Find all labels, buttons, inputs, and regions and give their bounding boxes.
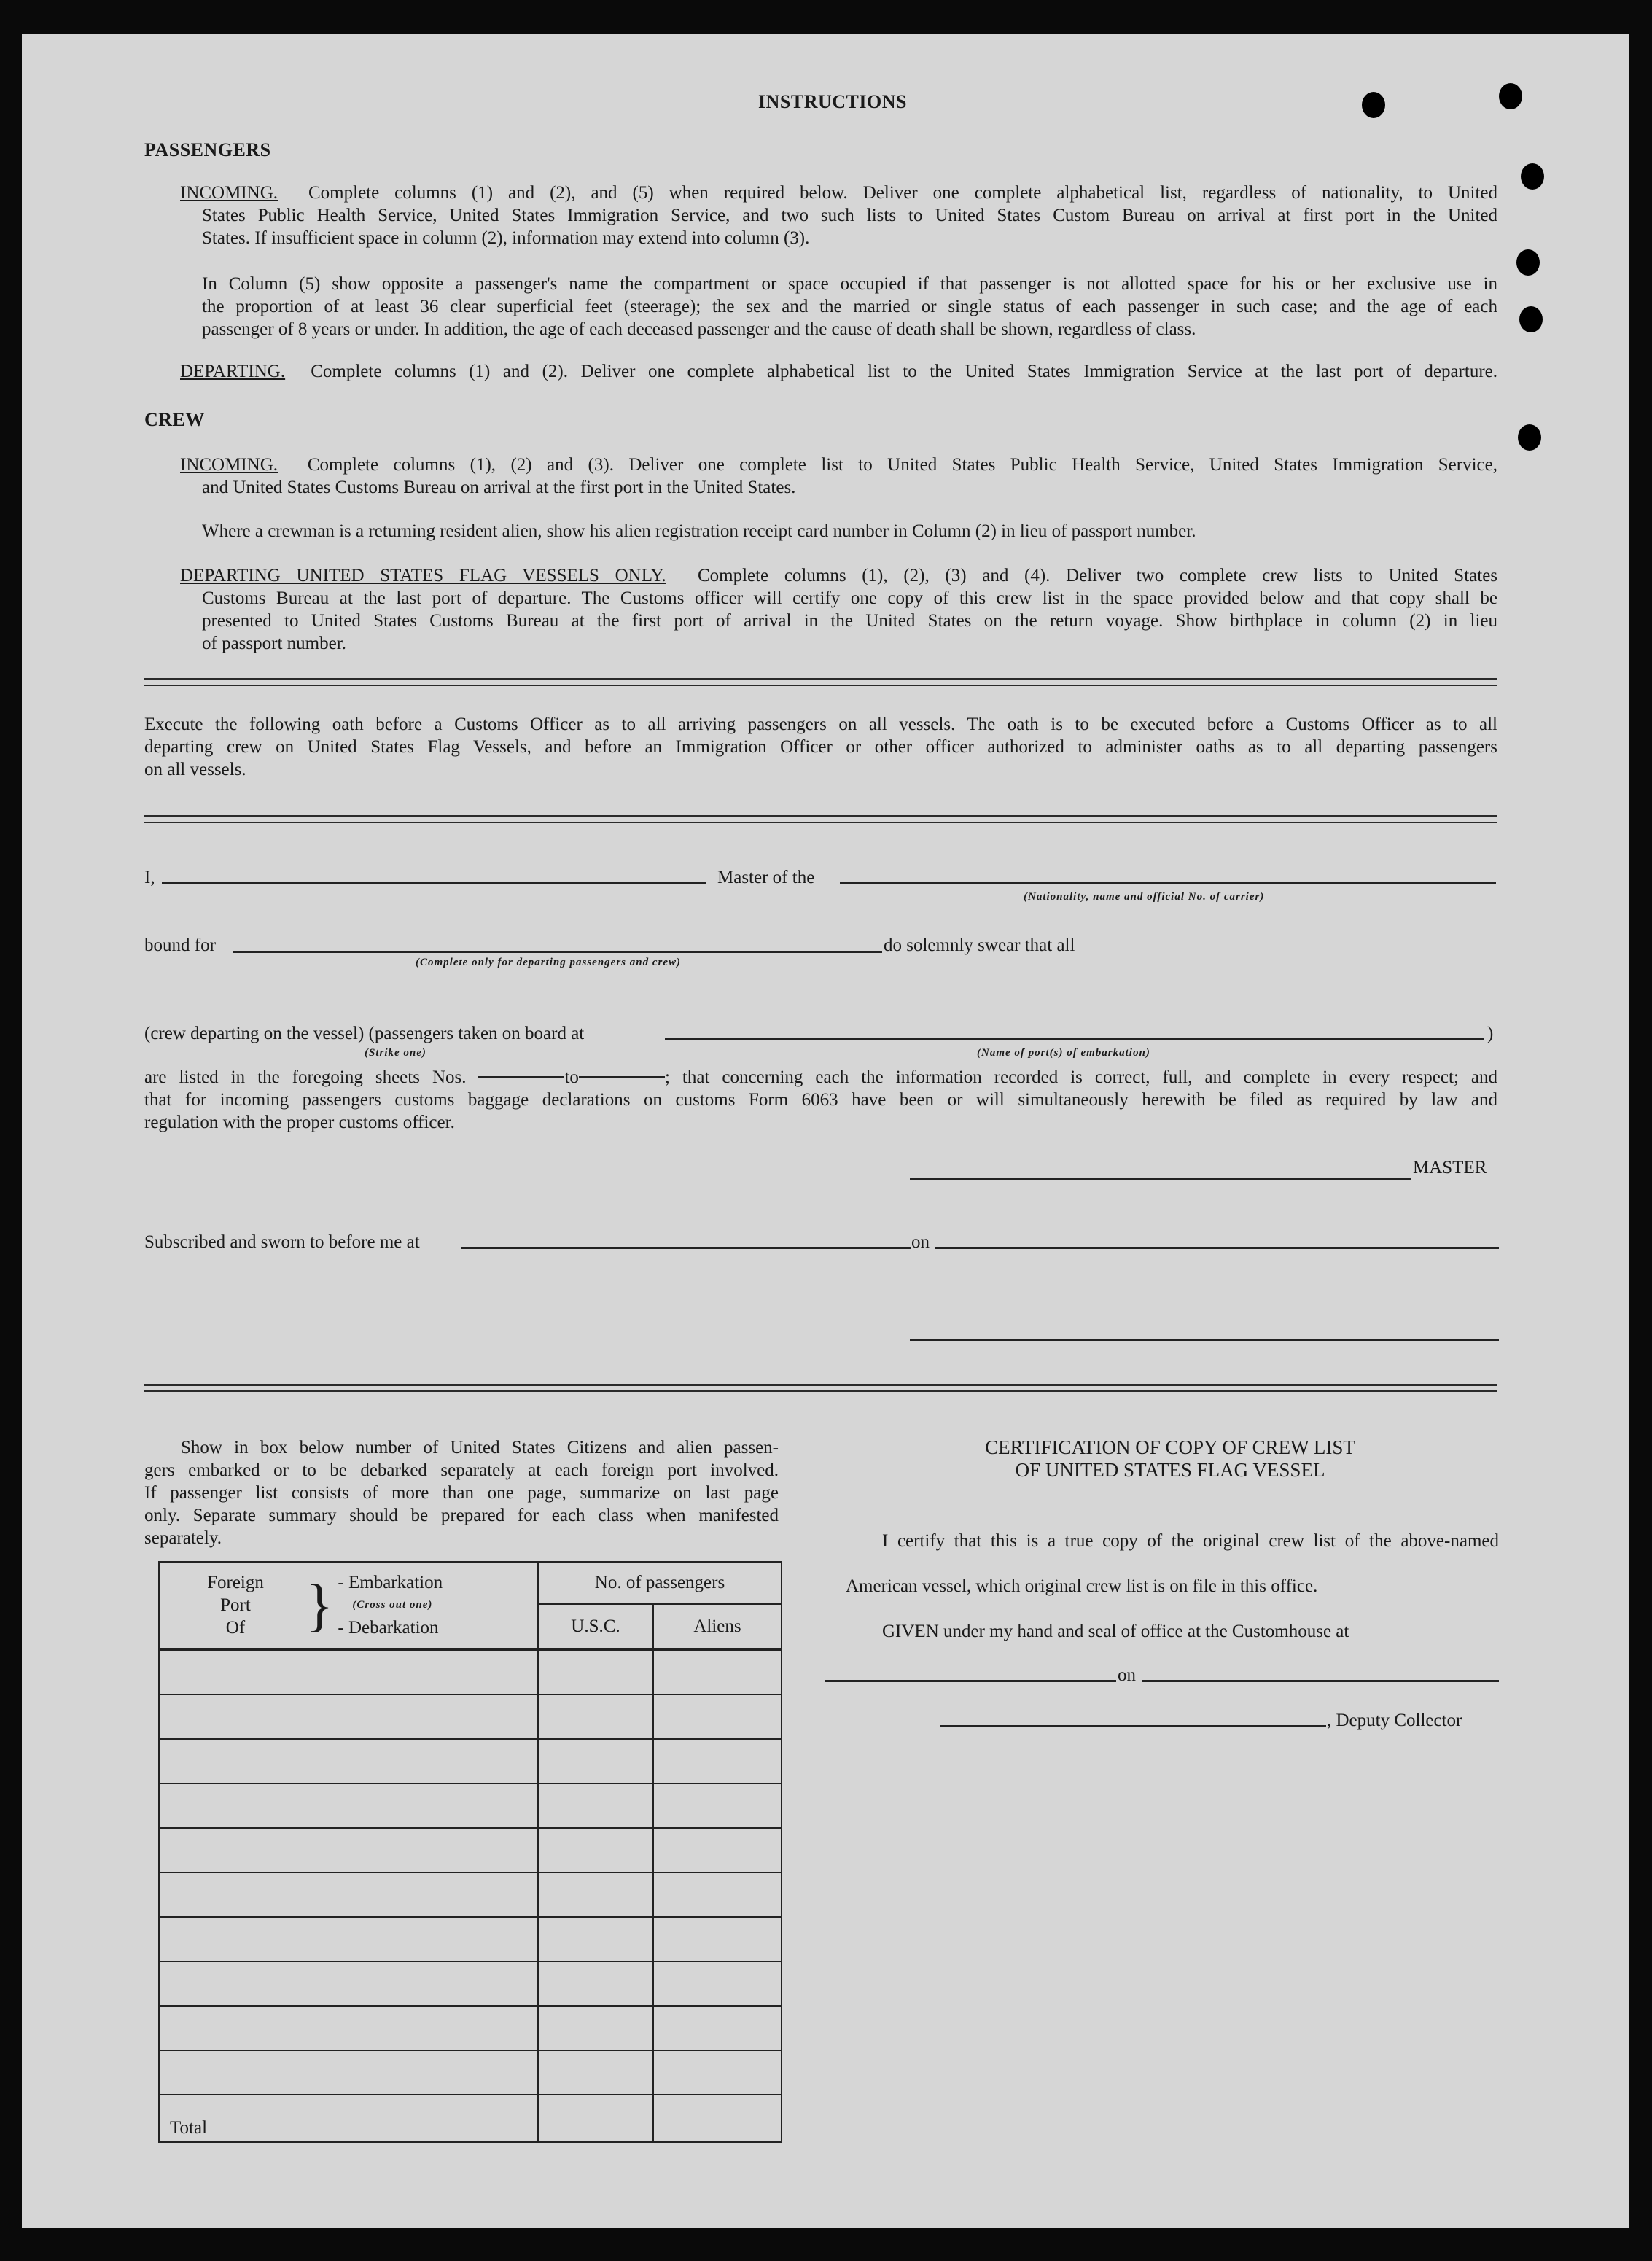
punch-hole <box>1362 92 1385 118</box>
deputy-collector-signature-field[interactable] <box>940 1725 1326 1727</box>
port-cell[interactable] <box>159 1961 538 2006</box>
text-line: on all vessels. <box>144 760 246 779</box>
text-line: presented to United States Customs Bureau at the first port of arrival in the United States on the return voyage. Show birthplace in column (2) in lieu <box>202 611 1497 631</box>
port-cell[interactable] <box>159 1917 538 1961</box>
text-line: only. Separate summary should be prepared for each class when manifested <box>144 1506 779 1525</box>
table-row <box>159 2050 782 2095</box>
text-line: Complete columns (1), (2), (3) and (4). Deliver two complete crew lists to United States <box>697 566 1498 585</box>
usc-header: U.S.C. <box>538 1604 653 1650</box>
text-line: that for incoming passengers customs baggage declarations on customs Form 6063 have been or will simultaneously herewith be filed as required by law and <box>144 1090 1497 1110</box>
usc-cell[interactable] <box>538 2006 653 2050</box>
column5-paragraph <box>202 273 1497 340</box>
port-label: Of <box>225 1618 246 1638</box>
usc-cell[interactable] <box>538 1783 653 1828</box>
text-line: If passenger list consists of more than one page, summarize on last page <box>144 1483 779 1503</box>
text-line: Complete columns (1), (2) and (3). Deliver one complete list to United States Public Health Service, United States Immigration Service, <box>307 455 1497 475</box>
punch-hole <box>1499 83 1522 109</box>
deputy-collector-label: , Deputy Collector <box>1327 1711 1462 1730</box>
aliens-cell[interactable] <box>653 1872 782 1917</box>
subscribed-label: Subscribed and sworn to before me at <box>144 1232 420 1252</box>
aliens-cell[interactable] <box>653 1739 782 1783</box>
crew-passengers-label: (crew departing on the vessel) (passengers taken on board at <box>144 1024 585 1043</box>
text-line: regulation with the proper customs officer. <box>144 1113 455 1132</box>
cross-out-note: (Cross out one) <box>352 1599 433 1611</box>
port-header <box>159 1562 538 1649</box>
port-cell[interactable] <box>159 2006 538 2050</box>
table-row <box>159 1961 782 2006</box>
usc-cell[interactable] <box>538 1739 653 1783</box>
text-line: passenger of 8 years or under. In addition, the age of each deceased passenger and the cause of death shall be shown, regardless of class. <box>202 319 1196 339</box>
port-cell[interactable] <box>159 1828 538 1872</box>
aliens-cell[interactable] <box>653 2006 782 2050</box>
text-line: gers embarked or to be debarked separately at each foreign port involved. <box>144 1460 779 1480</box>
usc-cell[interactable] <box>538 1961 653 2006</box>
usc-cell[interactable] <box>538 1872 653 1917</box>
total-usc-cell[interactable] <box>538 2095 653 2142</box>
close-paren: ) <box>1487 1024 1494 1043</box>
bound-for-label: bound for <box>144 935 216 955</box>
passengers-heading: PASSENGERS <box>144 139 271 160</box>
master-label: MASTER <box>1413 1158 1487 1178</box>
crew-departing-flag <box>180 564 1497 587</box>
table-row <box>159 1649 782 1694</box>
certification-title-line: OF UNITED STATES FLAG VESSEL <box>1015 1459 1325 1481</box>
text-line: departing crew on United States Flag Vessels, and before an Immigration Officer or other officer authorized to administer oaths as to all departing passengers <box>144 737 1497 757</box>
text-line: States. If insufficient space in column (2), information may extend into column (3). <box>202 228 810 248</box>
port-cell[interactable] <box>159 1783 538 1828</box>
table-row <box>159 1872 782 1917</box>
customhouse-field[interactable] <box>825 1680 1116 1682</box>
usc-cell[interactable] <box>538 1649 653 1694</box>
punch-hole <box>1521 163 1544 190</box>
cert-on-label: on <box>1118 1665 1136 1685</box>
sheet-from-field[interactable] <box>478 1076 564 1078</box>
table-row <box>159 2006 782 2050</box>
text-line: States Public Health Service, United States Immigration Service, and two such lists to United States Custom Bureau on arrival at first port in the United <box>202 206 1497 225</box>
master-of-label: Master of the <box>717 868 815 887</box>
certification-title <box>875 1436 1465 1482</box>
usc-cell[interactable] <box>538 1694 653 1739</box>
divider <box>144 1384 1497 1392</box>
passengers-incoming-cont <box>202 204 1497 249</box>
sworn-date-field[interactable] <box>935 1247 1499 1249</box>
punch-hole <box>1518 424 1541 451</box>
bound-note: (Complete only for departing passengers and crew) <box>416 957 681 968</box>
divider <box>144 678 1497 686</box>
port-cell[interactable] <box>159 1739 538 1783</box>
text-line: In Column (5) show opposite a passenger's name the compartment or space occupied if that passenger is not allotted space for his or her exclusive use in <box>202 274 1497 294</box>
oath-i-label: I, <box>144 868 155 887</box>
carrier-field[interactable] <box>840 882 1496 884</box>
debarkation-label: - Debarkation <box>338 1618 439 1638</box>
american-vessel-text: American vessel, which original crew list is on file in this office. <box>846 1576 1318 1596</box>
listed-text: are listed in the foregoing sheets Nos. <box>144 1067 467 1087</box>
table-row <box>159 1828 782 1872</box>
master-signature-field[interactable] <box>910 1178 1411 1180</box>
summary-intro <box>144 1436 779 1549</box>
crew-heading: CREW <box>144 409 205 430</box>
aliens-cell[interactable] <box>653 2050 782 2095</box>
brace-icon: } <box>305 1573 334 1638</box>
aliens-header: Aliens <box>653 1604 782 1650</box>
usc-cell[interactable] <box>538 1917 653 1961</box>
total-aliens-cell[interactable] <box>653 2095 782 2142</box>
port-label: Foreign <box>207 1573 264 1592</box>
passengers-incoming <box>180 182 1497 204</box>
page-title: INSTRUCTIONS <box>758 91 907 112</box>
port-cell[interactable] <box>159 1872 538 1917</box>
passenger-summary-table <box>158 1561 782 2143</box>
crew-returning: Where a crewman is a returning resident alien, show his alien registration receipt card number in Column (2) in lieu of passport number. <box>202 521 1196 541</box>
strike-note: (Strike one) <box>365 1047 426 1059</box>
cert-date-field[interactable] <box>1142 1680 1499 1682</box>
listed-text: ; that concerning each the information recorded is correct, full, and complete in every respect; and <box>664 1067 1497 1087</box>
master-name-field[interactable] <box>162 882 706 884</box>
aliens-cell[interactable] <box>653 1649 782 1694</box>
text-line: and United States Customs Bureau on arrival at the first port in the United States. <box>202 478 796 497</box>
text-line: Execute the following oath before a Customs Officer as to all arriving passengers on all vessels. The oath is to be executed before a Customs Officer as to all <box>144 715 1497 734</box>
crew-departing-flag-cont <box>202 587 1497 655</box>
departing-label: DEPARTING. <box>180 362 286 381</box>
embarkation-port-field[interactable] <box>665 1038 1484 1040</box>
table-row <box>159 1694 782 1739</box>
aliens-cell[interactable] <box>653 1694 782 1739</box>
text-line: separately. <box>144 1528 222 1548</box>
total-label: Total <box>159 2095 538 2142</box>
oath-intro <box>144 713 1497 781</box>
table-row <box>159 1783 782 1828</box>
usc-cell[interactable] <box>538 2050 653 2095</box>
sheet-to-field[interactable] <box>579 1076 665 1078</box>
punch-hole <box>1516 249 1540 276</box>
embarkation-label: - Embarkation <box>338 1573 443 1592</box>
text-line: of passport number. <box>202 634 346 653</box>
text-line: Complete columns (1) and (2). Deliver one complete alphabetical list to the United States Immigration Service at the last port of departure. <box>311 362 1497 381</box>
incoming-label: INCOMING. <box>180 183 278 203</box>
listed-to: to <box>564 1067 579 1087</box>
port-label: Port <box>220 1595 251 1615</box>
aliens-cell[interactable] <box>653 1961 782 2006</box>
aliens-cell[interactable] <box>653 1917 782 1961</box>
incoming-label: INCOMING. <box>180 455 278 475</box>
text-line: Customs Bureau at the last port of departure. The Customs officer will certify one copy of this crew list in the space provided below and that copy shall be <box>202 588 1497 608</box>
port-note: (Name of port(s) of embarkation) <box>977 1047 1150 1059</box>
aliens-cell[interactable] <box>653 1783 782 1828</box>
certification-title-line: CERTIFICATION OF COPY OF CREW LIST <box>985 1436 1355 1458</box>
text-line: Complete columns (1) and (2), and (5) when required below. Deliver one complete alphabetical list, regardless of nationality, to United <box>308 183 1498 203</box>
carrier-note: (Nationality, name and official No. of carrier) <box>1024 891 1265 903</box>
table-row <box>159 1917 782 1961</box>
divider <box>144 815 1497 823</box>
given-text: GIVEN under my hand and seal of office at the Customhouse at <box>882 1622 1349 1641</box>
bound-for-field[interactable] <box>233 951 882 953</box>
port-cell[interactable] <box>159 2050 538 2095</box>
port-cell[interactable] <box>159 1694 538 1739</box>
sworn-on-label: on <box>911 1232 930 1252</box>
aliens-cell[interactable] <box>653 1828 782 1872</box>
table-row <box>159 1739 782 1783</box>
text-line: the proportion of at least 36 clear superficial feet (steerage); the sex and the married or single status of each passenger in such case; and the age of each <box>202 297 1497 316</box>
crew-incoming-cont <box>202 476 1497 499</box>
listed-cont <box>144 1089 1497 1134</box>
certify-text: I certify that this is a true copy of the original crew list of the above-named <box>882 1531 1499 1551</box>
listed-first-line <box>144 1066 1497 1089</box>
no-passengers-header: No. of passengers <box>538 1562 782 1604</box>
crew-incoming <box>180 454 1497 476</box>
text-line: Show in box below number of United States Citizens and alien passen- <box>181 1438 779 1458</box>
usc-cell[interactable] <box>538 1828 653 1872</box>
passengers-departing <box>180 360 1497 383</box>
sworn-place-field[interactable] <box>461 1247 911 1249</box>
departing-flag-label: DEPARTING UNITED STATES FLAG VESSELS ONLY. <box>180 566 666 585</box>
port-cell[interactable] <box>159 1649 538 1694</box>
officer-signature-field[interactable] <box>910 1339 1499 1341</box>
punch-hole <box>1519 306 1543 332</box>
swear-label: do solemnly swear that all <box>884 935 1075 955</box>
